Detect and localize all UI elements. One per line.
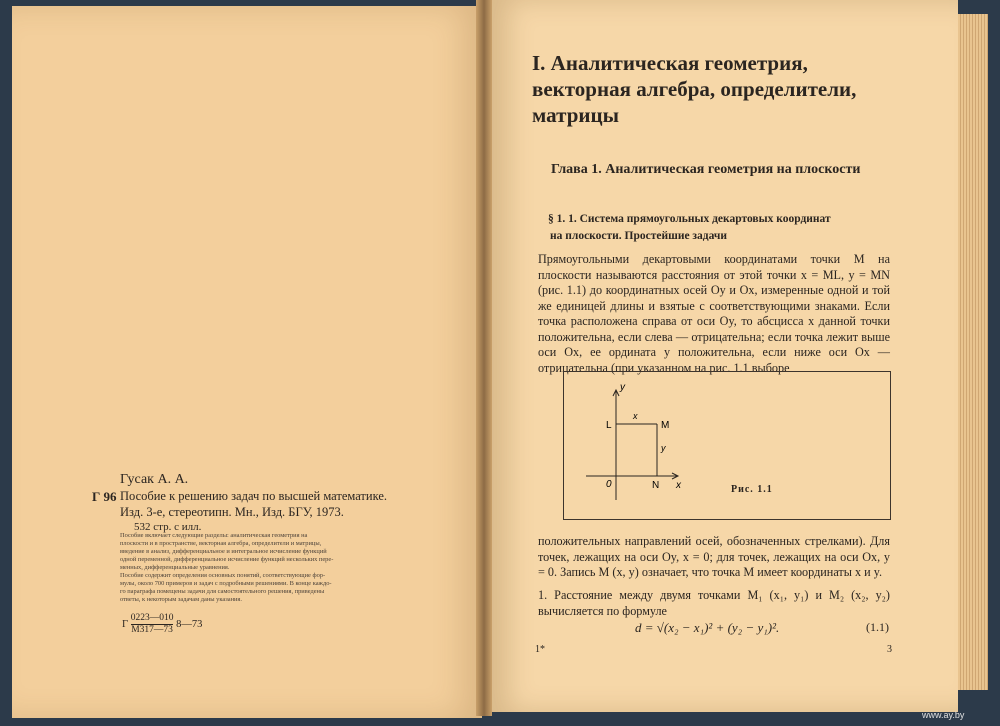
section-title-line-1: § 1. 1. Система прямоугольных декартовых координат	[548, 213, 831, 225]
figure-1-1	[563, 371, 891, 520]
annotation-line: Пособие включает следующие разделы: аналитическая геометрия на	[120, 532, 308, 539]
section-title-line-2: на плоскости. Простейшие задачи	[550, 230, 728, 242]
part-title: I. Аналитическая геометрия, векторная алгебра, определители, матрицы	[532, 51, 857, 127]
class-denominator: М317—73	[131, 625, 173, 635]
fig-label-N: N	[652, 480, 660, 491]
fig-label-y-segment: y	[661, 443, 666, 453]
book-gutter	[476, 0, 492, 716]
distance-formula: d = √(x₂ − x₁)² + (y₂ − y₁)².	[635, 620, 780, 635]
annotation-line: ответы, к некоторым задачам даны указания.	[120, 596, 242, 603]
classification-code	[122, 613, 202, 636]
fig-label-M: M	[661, 420, 670, 431]
class-suffix: 8—73	[176, 618, 203, 630]
annotation-line: го параграфа помещены задачи для самостоятельного решения, приведены	[120, 588, 325, 595]
paragraph-definition: Прямоугольными декартовыми координатами точки M на плоскости называются расстояния от этой точки x = ML, y = MN (рис. 1.1) до координатных осей Oy и Ox, измеренные одной и той же единицей длины и взятые с соответствующими знаками. Если точка расположена справа от оси Oy, то абсцисса x данной точки положительна, если слева — отрицательна; если точка лежит выше оси Ox, ее ордината y положительна, если ниже оси Ox — отрицательна (при указанном на рис. 1.1 выборе	[538, 252, 890, 375]
annotation-line: одной переменной, дифференциальное исчисление функций нескольких пере-	[120, 556, 334, 563]
left-page	[12, 6, 482, 718]
page-number: 3	[887, 644, 892, 655]
book-title-line-1: Пособие к решению задач по высшей математике.	[120, 489, 388, 503]
call-number: Г 96	[92, 489, 117, 504]
signature-mark: 1*	[535, 644, 545, 655]
annotation-line: Пособие содержит определения основных понятий, соответствующие фор-	[120, 572, 326, 579]
class-prefix: Г	[122, 618, 129, 630]
figure-caption: Рис. 1.1	[731, 484, 773, 495]
fig-label-origin: 0	[606, 479, 612, 490]
fig-label-x-axis: x	[676, 480, 681, 491]
fig-label-x-segment: x	[633, 411, 638, 421]
chapter-title: Глава 1. Аналитическая геометрия на плоскости	[551, 162, 861, 177]
watermark: www.ay.by	[922, 710, 965, 720]
fig-label-y-axis: y	[620, 382, 625, 393]
formula-number: (1.1)	[866, 620, 889, 634]
fig-label-L: L	[606, 420, 612, 431]
annotation-line: введение в анализ, дифференциальное и интегральное исчисление функций	[120, 548, 327, 555]
annotation-line: менных, дифференциальные уравнения.	[120, 564, 230, 571]
coordinate-diagram	[564, 372, 890, 519]
annotation-line: мулы, около 700 примеров и задач с подробными решениями. В конце каждо-	[120, 580, 332, 587]
paragraph-axes: положительных направлений осей, обозначенных стрелками). Для точек, лежащих на оси Oy, x = 0; для точек, лежащих на оси Ox, y = 0. Запись M (x, y) означает, что точка M имеет координаты x и y.	[538, 534, 890, 579]
book-title-line-2: Изд. 3-е, стереотипн. Мн., Изд. БГУ, 1973.	[120, 505, 344, 519]
annotation-line: плоскости и в пространстве, векторная алгебра, определители и матрицы,	[120, 540, 322, 547]
class-numerator: 0223—010	[130, 613, 174, 623]
class-fraction	[131, 613, 174, 636]
book-title-line-3: 532 стр. с илл.	[134, 521, 202, 533]
author-name: Гусак А. А.	[120, 472, 189, 487]
paragraph-distance: 1. Расстояние между двумя точками M₁ (x₁, y₁) и M₂ (x₂, y₂) вычисляется по формуле	[538, 588, 890, 618]
page-edges	[958, 14, 988, 690]
